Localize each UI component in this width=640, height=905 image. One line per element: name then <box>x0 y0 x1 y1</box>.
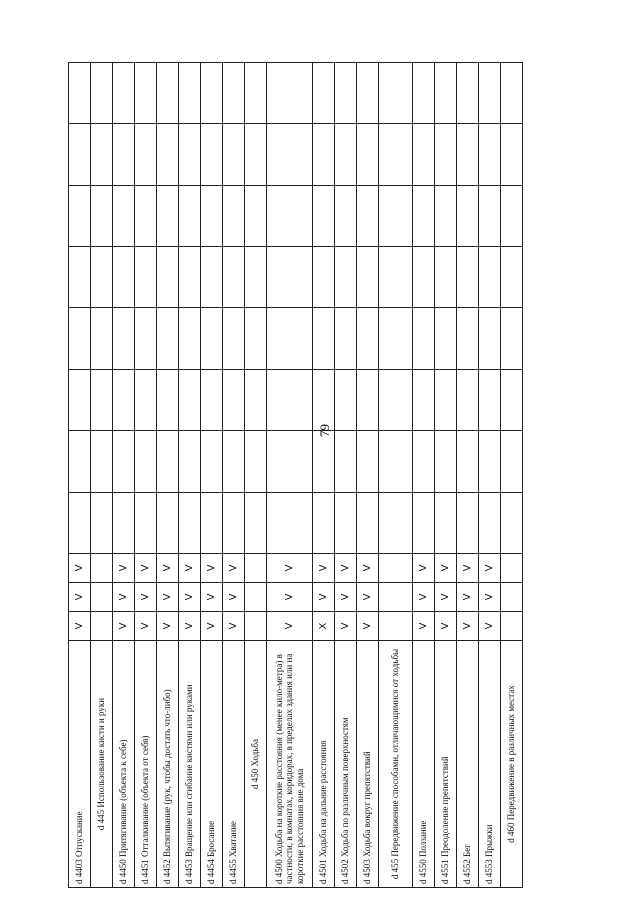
table-row <box>157 63 179 888</box>
row-label: d 4403 Отпускание <box>69 641 91 888</box>
mark-cell: V <box>201 554 223 583</box>
empty-cell <box>201 308 223 369</box>
mark-cell: V <box>201 583 223 612</box>
empty-cell <box>245 308 267 369</box>
row-label: d 4454 Бросание <box>201 641 223 888</box>
empty-cell <box>113 431 135 492</box>
empty-cell <box>457 124 479 185</box>
mark-cell: V <box>69 612 91 641</box>
empty-cell <box>435 492 457 553</box>
empty-cell <box>357 247 379 308</box>
empty-cell <box>201 185 223 246</box>
empty-cell <box>457 492 479 553</box>
empty-cell <box>135 308 157 369</box>
mark-cell: V <box>357 554 379 583</box>
empty-cell <box>91 124 113 185</box>
empty-cell <box>313 431 335 492</box>
mark-cell: V <box>179 583 201 612</box>
empty-cell <box>435 247 457 308</box>
empty-cell <box>335 431 357 492</box>
empty-cell <box>357 63 379 124</box>
empty-cell <box>335 124 357 185</box>
row-label: d 4553 Прыжки <box>479 641 501 888</box>
row-label: d 4455 Хватание <box>223 641 245 888</box>
empty-cell <box>135 63 157 124</box>
mark-cell: V <box>479 554 501 583</box>
mark-cell: V <box>113 583 135 612</box>
empty-cell <box>135 431 157 492</box>
empty-cell <box>135 492 157 553</box>
mark-cell: V <box>267 583 313 612</box>
empty-cell <box>157 369 179 430</box>
empty-cell <box>479 492 501 553</box>
mark-cell: V <box>69 554 91 583</box>
row-label: d 4551 Преодоление препятствий <box>435 641 457 888</box>
empty-cell <box>267 247 313 308</box>
table-row <box>479 63 501 888</box>
empty-cell <box>479 185 501 246</box>
mark-cell: V <box>267 612 313 641</box>
empty-cell <box>379 431 413 492</box>
empty-cell <box>335 369 357 430</box>
empty-cell <box>201 431 223 492</box>
empty-cell <box>135 369 157 430</box>
empty-cell <box>69 63 91 124</box>
empty-cell <box>357 185 379 246</box>
empty-cell <box>335 308 357 369</box>
mark-cell <box>501 554 523 583</box>
empty-cell <box>91 431 113 492</box>
row-label: d 4501 Ходьба на дальние расстояния <box>313 641 335 888</box>
empty-cell <box>379 492 413 553</box>
empty-cell <box>413 492 435 553</box>
mark-cell: V <box>335 612 357 641</box>
empty-cell <box>313 247 335 308</box>
empty-cell <box>135 185 157 246</box>
empty-cell <box>157 431 179 492</box>
empty-cell <box>413 369 435 430</box>
row-label: d 4502 Ходьба по различным поверхностям <box>335 641 357 888</box>
empty-cell <box>179 431 201 492</box>
mark-cell: V <box>457 612 479 641</box>
empty-cell <box>479 369 501 430</box>
empty-cell <box>157 185 179 246</box>
mark-cell: V <box>413 554 435 583</box>
empty-cell <box>267 63 313 124</box>
table-row <box>457 63 479 888</box>
empty-cell <box>335 63 357 124</box>
empty-cell <box>69 369 91 430</box>
row-label: d 4552 Бег <box>457 641 479 888</box>
empty-cell <box>357 492 379 553</box>
empty-cell <box>357 369 379 430</box>
mark-cell: V <box>413 612 435 641</box>
empty-cell <box>435 369 457 430</box>
section-row <box>379 63 413 888</box>
row-label: d 460 Передвижение в различных местах <box>501 641 523 888</box>
mark-cell <box>245 583 267 612</box>
empty-cell <box>135 124 157 185</box>
empty-cell <box>69 124 91 185</box>
mark-cell: V <box>435 554 457 583</box>
empty-cell <box>267 492 313 553</box>
empty-cell <box>435 63 457 124</box>
mark-cell: V <box>157 554 179 583</box>
empty-cell <box>501 492 523 553</box>
mark-cell: V <box>201 612 223 641</box>
table-row <box>413 63 435 888</box>
mark-cell <box>91 612 113 641</box>
empty-cell <box>157 492 179 553</box>
empty-cell <box>435 185 457 246</box>
empty-cell <box>223 492 245 553</box>
empty-cell <box>245 63 267 124</box>
empty-cell <box>267 369 313 430</box>
table-row <box>357 63 379 888</box>
table-row <box>201 63 223 888</box>
mark-cell: V <box>69 583 91 612</box>
mark-cell <box>501 612 523 641</box>
mark-cell: V <box>223 612 245 641</box>
empty-cell <box>479 124 501 185</box>
empty-cell <box>379 308 413 369</box>
mark-cell: V <box>479 612 501 641</box>
empty-cell <box>313 369 335 430</box>
empty-cell <box>179 124 201 185</box>
empty-cell <box>245 492 267 553</box>
empty-cell <box>501 247 523 308</box>
empty-cell <box>267 124 313 185</box>
table-row <box>313 63 335 888</box>
empty-cell <box>457 369 479 430</box>
empty-cell <box>357 431 379 492</box>
empty-cell <box>223 247 245 308</box>
empty-cell <box>179 308 201 369</box>
empty-cell <box>413 185 435 246</box>
mark-cell <box>379 612 413 641</box>
empty-cell <box>501 63 523 124</box>
mark-cell: V <box>457 554 479 583</box>
empty-cell <box>457 185 479 246</box>
empty-cell <box>335 492 357 553</box>
empty-cell <box>201 369 223 430</box>
empty-cell <box>501 124 523 185</box>
mark-cell: V <box>179 612 201 641</box>
mark-cell: V <box>135 583 157 612</box>
empty-cell <box>69 492 91 553</box>
empty-cell <box>201 247 223 308</box>
mark-cell: V <box>457 583 479 612</box>
empty-cell <box>501 369 523 430</box>
mark-cell: V <box>435 612 457 641</box>
empty-cell <box>479 247 501 308</box>
empty-cell <box>457 308 479 369</box>
row-label: d 4451 Отталкивание (объекта от себя) <box>135 641 157 888</box>
empty-cell <box>113 308 135 369</box>
empty-cell <box>413 431 435 492</box>
empty-cell <box>357 124 379 185</box>
empty-cell <box>313 124 335 185</box>
mark-cell: V <box>223 583 245 612</box>
mark-cell: V <box>157 612 179 641</box>
empty-cell <box>91 63 113 124</box>
empty-cell <box>157 308 179 369</box>
row-label: d 4550 Ползание <box>413 641 435 888</box>
mark-cell: V <box>113 554 135 583</box>
empty-cell <box>223 308 245 369</box>
empty-cell <box>379 185 413 246</box>
empty-cell <box>379 247 413 308</box>
table-row <box>113 63 135 888</box>
mark-cell: V <box>267 554 313 583</box>
empty-cell <box>501 431 523 492</box>
empty-cell <box>223 63 245 124</box>
empty-cell <box>135 247 157 308</box>
empty-cell <box>113 492 135 553</box>
empty-cell <box>313 185 335 246</box>
empty-cell <box>201 492 223 553</box>
empty-cell <box>435 431 457 492</box>
empty-cell <box>435 124 457 185</box>
empty-cell <box>91 369 113 430</box>
empty-cell <box>223 369 245 430</box>
empty-cell <box>179 369 201 430</box>
empty-cell <box>113 369 135 430</box>
empty-cell <box>157 63 179 124</box>
empty-cell <box>179 247 201 308</box>
mark-cell: V <box>135 554 157 583</box>
empty-cell <box>201 63 223 124</box>
empty-cell <box>179 492 201 553</box>
empty-cell <box>313 63 335 124</box>
empty-cell <box>457 63 479 124</box>
empty-cell <box>223 431 245 492</box>
table-row <box>267 63 313 888</box>
mark-cell <box>91 583 113 612</box>
empty-cell <box>479 308 501 369</box>
row-label: d 4500 Ходьба на короткие расстояния (менее кило-метра) в частности, в комнатах, коридорах, в пределах здания или на короткие расстояния вне дома <box>267 641 313 888</box>
page-number: 79 <box>317 424 332 437</box>
table-body <box>69 63 523 888</box>
empty-cell <box>91 308 113 369</box>
empty-cell <box>457 431 479 492</box>
row-label: d 450 Ходьба <box>245 641 267 888</box>
row-label: d 455 Передвижение способами, отличающимися от ходьбы <box>379 641 413 888</box>
section-row <box>245 63 267 888</box>
empty-cell <box>113 63 135 124</box>
mark-cell: V <box>135 612 157 641</box>
table-row <box>223 63 245 888</box>
empty-cell <box>157 124 179 185</box>
empty-cell <box>379 369 413 430</box>
row-label: d 4503 Ходьба вокруг препятствий <box>357 641 379 888</box>
table-row <box>135 63 157 888</box>
empty-cell <box>267 431 313 492</box>
empty-cell <box>379 63 413 124</box>
empty-cell <box>69 247 91 308</box>
mark-cell <box>379 554 413 583</box>
empty-cell <box>157 247 179 308</box>
empty-cell <box>69 308 91 369</box>
mark-cell: V <box>223 554 245 583</box>
empty-cell <box>313 492 335 553</box>
mark-cell: V <box>413 583 435 612</box>
mark-cell: V <box>435 583 457 612</box>
empty-cell <box>457 247 479 308</box>
empty-cell <box>501 185 523 246</box>
empty-cell <box>245 247 267 308</box>
empty-cell <box>335 247 357 308</box>
empty-cell <box>379 124 413 185</box>
mark-cell: V <box>313 554 335 583</box>
mark-cell <box>245 554 267 583</box>
empty-cell <box>501 308 523 369</box>
empty-cell <box>91 492 113 553</box>
empty-cell <box>91 185 113 246</box>
table-row <box>69 63 91 888</box>
assessment-table-rotated <box>68 62 580 888</box>
empty-cell <box>113 247 135 308</box>
assessment-table <box>68 62 523 888</box>
mark-cell: V <box>357 583 379 612</box>
mark-cell: V <box>179 554 201 583</box>
mark-cell: V <box>157 583 179 612</box>
row-label: d 445 Использование кисти и руки <box>91 641 113 888</box>
empty-cell <box>245 431 267 492</box>
empty-cell <box>413 308 435 369</box>
section-row <box>91 63 113 888</box>
empty-cell <box>179 185 201 246</box>
mark-cell: V <box>479 583 501 612</box>
empty-cell <box>223 124 245 185</box>
empty-cell <box>245 185 267 246</box>
empty-cell <box>245 369 267 430</box>
mark-cell <box>245 612 267 641</box>
mark-cell: X <box>313 612 335 641</box>
empty-cell <box>113 185 135 246</box>
empty-cell <box>201 124 223 185</box>
empty-cell <box>413 247 435 308</box>
empty-cell <box>69 185 91 246</box>
empty-cell <box>357 308 379 369</box>
mark-cell: V <box>335 583 357 612</box>
row-label: d 4450 Притягивание (объекта к себе) <box>113 641 135 888</box>
mark-cell: V <box>313 583 335 612</box>
empty-cell <box>223 185 245 246</box>
empty-cell <box>413 63 435 124</box>
empty-cell <box>435 308 457 369</box>
empty-cell <box>245 124 267 185</box>
table-row <box>435 63 457 888</box>
empty-cell <box>91 247 113 308</box>
section-row <box>501 63 523 888</box>
empty-cell <box>267 308 313 369</box>
mark-cell: V <box>335 554 357 583</box>
table-row <box>335 63 357 888</box>
mark-cell: V <box>113 612 135 641</box>
mark-cell <box>379 583 413 612</box>
empty-cell <box>335 185 357 246</box>
mark-cell <box>91 554 113 583</box>
empty-cell <box>179 63 201 124</box>
empty-cell <box>267 185 313 246</box>
empty-cell <box>69 431 91 492</box>
row-label: d 4453 Вращение или сгибание кистями или руками <box>179 641 201 888</box>
empty-cell <box>413 124 435 185</box>
table-row <box>179 63 201 888</box>
empty-cell <box>479 63 501 124</box>
mark-cell <box>501 583 523 612</box>
row-label: d 4452 Вытягивание (рук, чтобы достать что-либо) <box>157 641 179 888</box>
mark-cell: V <box>357 612 379 641</box>
empty-cell <box>479 431 501 492</box>
empty-cell <box>113 124 135 185</box>
empty-cell <box>313 308 335 369</box>
